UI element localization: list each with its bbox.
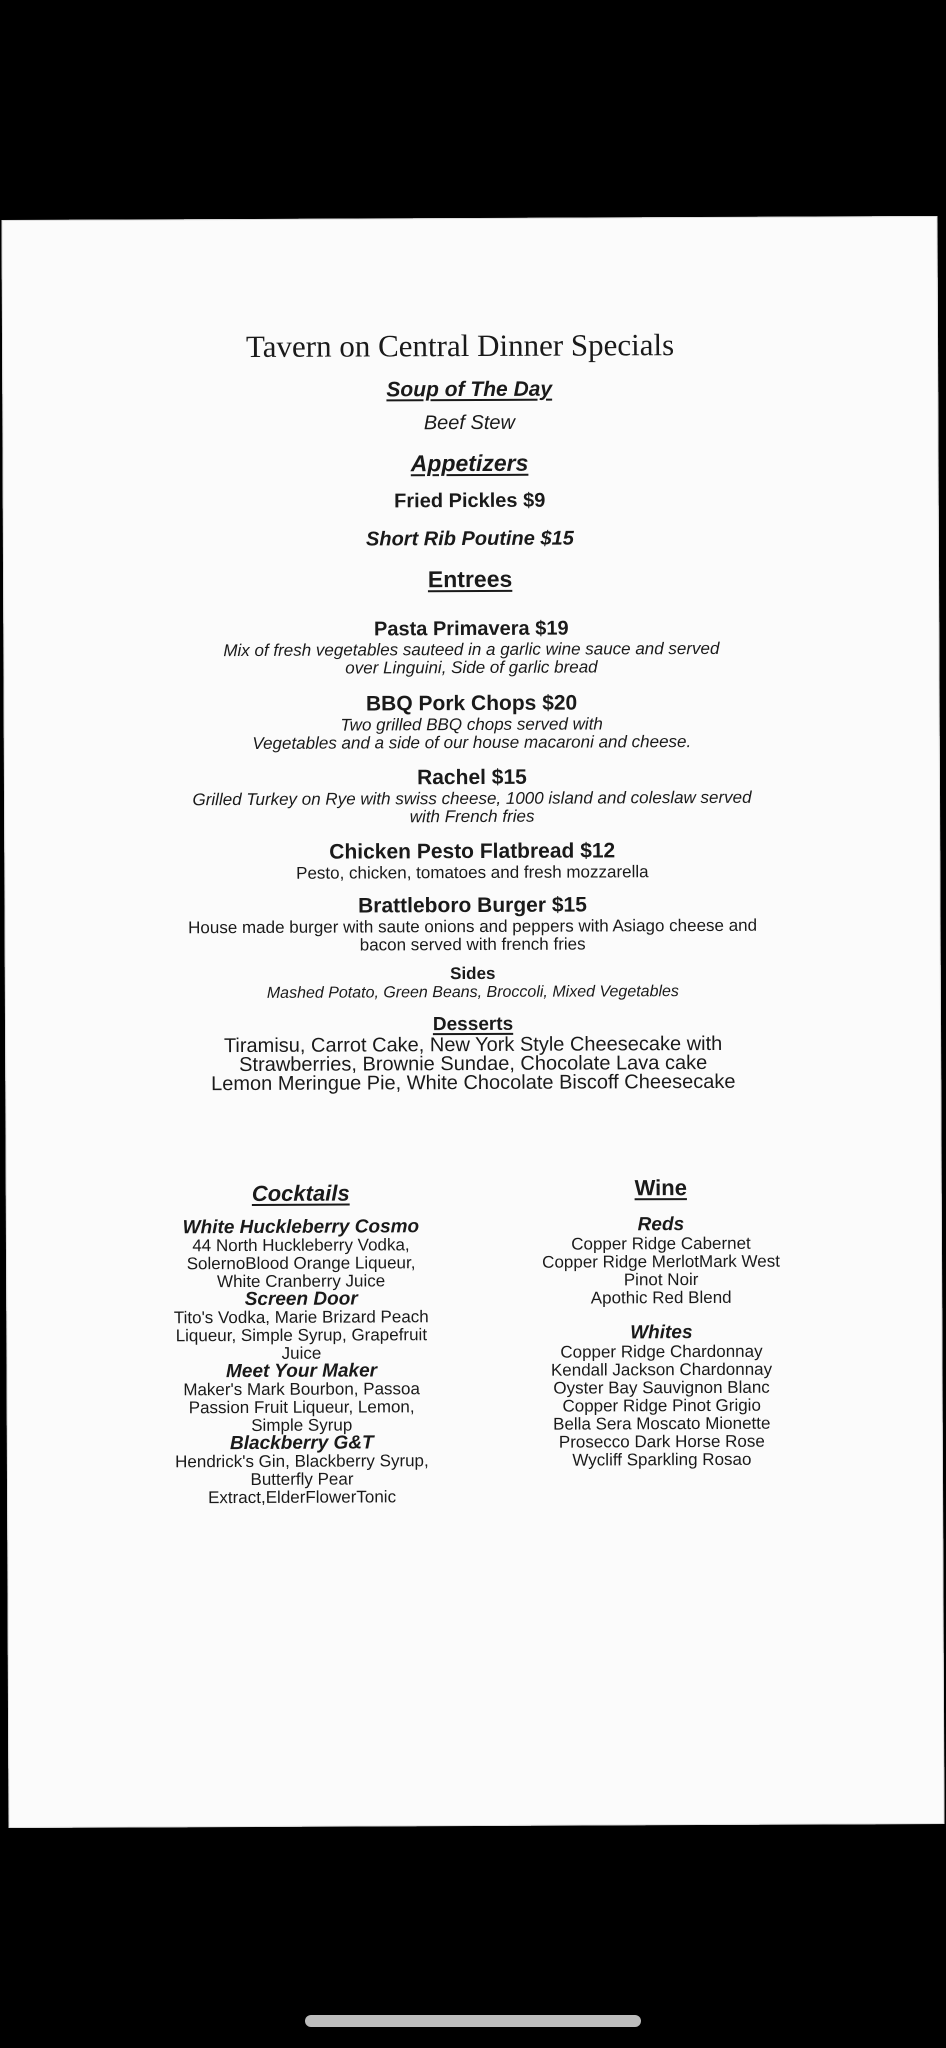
cocktail-desc: Juice (281, 1343, 322, 1363)
cocktail-desc: White Cranberry Juice (216, 1271, 386, 1292)
cocktail-desc: Simple Syrup (251, 1415, 353, 1435)
cocktails-section (136, 1180, 467, 1507)
entree-item (4, 892, 940, 956)
entree-desc: bacon served with french fries (359, 934, 586, 955)
appetizers-heading: Appetizers (410, 449, 529, 477)
soup-heading: Soup of The Day (386, 377, 553, 402)
cocktail-desc: Passion Fruit Liqueur, Lemon, (188, 1397, 415, 1418)
cocktails-heading: Cocktails (251, 1180, 350, 1206)
sides-heading: Sides (450, 963, 496, 984)
cocktail-name: Meet Your Maker (225, 1360, 378, 1383)
cocktail-desc: Maker's Mark Bourbon, Passoa (183, 1379, 420, 1400)
wine-item: Copper Ridge Chardonnay (560, 1341, 763, 1362)
entree-desc: House made burger with saute onions and peppers with Asiago cheese and (188, 915, 758, 938)
entree-name: Pasta Primavera $19 (373, 617, 569, 641)
desserts-line: Tiramisu, Carrot Cake, New York Style Cheesecake with (223, 1032, 723, 1058)
wine-item: Wycliff Sparkling Rosao (572, 1449, 752, 1470)
wine-section (501, 1174, 822, 1469)
sides-items: Mashed Potato, Green Beans, Broccoli, Mixed Vegetables (266, 983, 679, 1002)
entree-name: Brattleboro Burger $15 (358, 893, 587, 918)
wine-item: Bella Sera Moscato Mionette (553, 1413, 771, 1434)
wine-item: Pinot Noir (623, 1270, 699, 1290)
desserts-heading: Desserts (432, 1013, 514, 1036)
entree-desc: Vegetables and a side of our house macaroni and cheese. (252, 732, 692, 753)
entree-name: Chicken Pesto Flatbread $12 (329, 839, 616, 864)
home-indicator[interactable] (305, 2015, 641, 2027)
entree-desc: Two grilled BBQ chops served with (340, 714, 603, 735)
soup-item: Beef Stew (423, 411, 516, 435)
cocktail-desc: SolernoBlood Orange Liqueur, (186, 1253, 416, 1274)
entree-desc: Grilled Turkey on Rye with swiss cheese, 1000 island and coleslaw served (192, 787, 752, 810)
wine-item: Apothic Red Blend (590, 1287, 732, 1308)
entree-desc: Pesto, chicken, tomatoes and fresh mozzarella (296, 862, 649, 883)
sides-section (5, 962, 941, 1004)
menu-title: Tavern on Central Dinner Specials (245, 327, 675, 364)
cocktail-desc: Butterfly Pear (250, 1469, 354, 1489)
entree-item (4, 764, 940, 828)
desserts-line: Lemon Meringue Pie, White Chocolate Biscoff Cheesecake (211, 1070, 736, 1096)
appetizer-item: Short Rib Poutine $15 (365, 527, 574, 551)
whites-heading: Whites (630, 1322, 693, 1344)
menu-paper (1, 216, 944, 1828)
entree-desc: over Linguini, Side of garlic bread (345, 657, 598, 678)
desserts-line: Strawberries, Brownie Sundae, Chocolate Lava cake (239, 1051, 708, 1077)
cocktail-name: Blackberry G&T (229, 1432, 374, 1455)
wine-item: Oyster Bay Sauvignon Blanc (553, 1377, 770, 1398)
reds-heading: Reds (637, 1214, 685, 1236)
wine-heading: Wine (634, 1175, 687, 1201)
entree-item (4, 690, 940, 754)
entree-desc: with French fries (409, 806, 535, 827)
wine-item: Prosecco Dark Horse Rose (558, 1431, 765, 1452)
cocktail-desc: Hendrick's Gin, Blackberry Syrup, (175, 1451, 429, 1472)
cocktail-desc: Extract,ElderFlowerTonic (208, 1487, 397, 1508)
entree-item (3, 616, 939, 679)
entree-item (4, 838, 940, 884)
wine-item: Copper Ridge Pinot Grigio (562, 1395, 761, 1416)
wine-item: Copper Ridge MerlotMark West (542, 1251, 780, 1272)
desserts-section (5, 1012, 941, 1095)
cocktail-name: White Huckleberry Cosmo (182, 1216, 420, 1239)
entree-name: Rachel $15 (417, 765, 527, 790)
entree-name: BBQ Pork Chops $20 (365, 691, 578, 716)
cocktail-desc: 44 North Huckleberry Vodka, (192, 1235, 410, 1256)
entrees-heading: Entrees (427, 565, 513, 593)
wine-item: Kendall Jackson Chardonnay (550, 1359, 773, 1380)
cocktail-desc: Liqueur, Simple Syrup, Grapefruit (175, 1325, 428, 1346)
entree-desc: Mix of fresh vegetables sauteed in a garlic wine sauce and served (223, 638, 720, 661)
appetizer-item: Fried Pickles $9 (394, 489, 546, 513)
wine-item: Copper Ridge Cabernet (571, 1233, 751, 1254)
cocktail-desc: Tito's Vodka, Marie Brizard Peach (173, 1307, 429, 1328)
cocktail-name: Screen Door (244, 1288, 358, 1310)
